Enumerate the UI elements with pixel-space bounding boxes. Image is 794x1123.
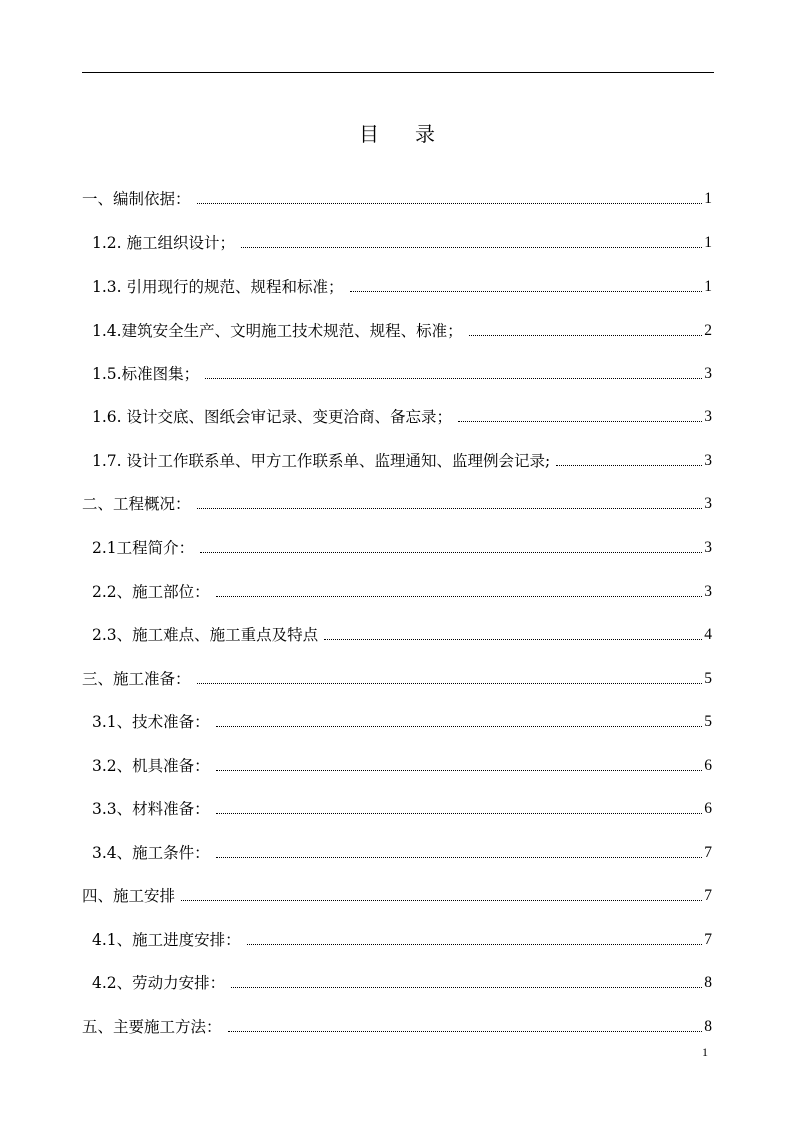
toc-entry-label: 四、施工安排 [82, 887, 176, 905]
dot-leader [200, 552, 702, 553]
toc-entry[interactable] [92, 450, 712, 472]
dot-leader [231, 987, 702, 988]
toc-entry-page: 1 [704, 190, 712, 207]
toc-entry-label: 3.1、技术准备： [92, 713, 210, 731]
toc-entry-label: 3.2、机具准备： [92, 757, 210, 775]
dot-leader [216, 857, 703, 858]
toc-entry[interactable] [82, 885, 712, 907]
toc-entry-label: 三、施工准备： [82, 670, 191, 688]
dot-leader [197, 683, 703, 684]
toc-entry-page: 6 [704, 757, 712, 774]
toc-entry-label: 1.4.建筑安全生产、文明施工技术规范、规程、标准； [92, 322, 463, 340]
title-part-1: 目 [359, 122, 379, 146]
dot-leader [216, 596, 703, 597]
toc-entry[interactable] [92, 972, 712, 994]
toc-entry-page: 7 [704, 887, 712, 904]
toc-entry-page: 7 [704, 931, 712, 948]
toc-entry-page: 8 [704, 1018, 712, 1035]
toc-entry-page: 2 [704, 322, 712, 339]
toc-entry[interactable] [92, 755, 712, 777]
toc-entry-label: 1.6. 设计交底、图纸会审记录、变更洽商、备忘录； [92, 408, 453, 426]
toc-entry-label: 五、主要施工方法： [82, 1018, 222, 1036]
toc-entry[interactable] [92, 842, 712, 864]
page-title [0, 118, 794, 147]
toc-entry-label: 4.2、劳动力安排： [92, 974, 226, 992]
toc-entry-page: 3 [704, 539, 712, 556]
dot-leader [216, 770, 703, 771]
dot-leader [247, 944, 703, 945]
dot-leader [228, 1031, 703, 1032]
toc-entry-label: 二、工程概况： [82, 495, 191, 513]
toc-entry[interactable] [82, 668, 712, 690]
toc-entry-label: 1.2. 施工组织设计； [92, 234, 236, 252]
dot-leader [197, 203, 703, 204]
dot-leader [556, 465, 702, 466]
dot-leader [216, 813, 703, 814]
toc-entry-label: 一、编制依据： [82, 190, 191, 208]
dot-leader [216, 726, 703, 727]
toc-entry-label: 3.4、施工条件： [92, 844, 210, 862]
toc-entry[interactable] [92, 537, 712, 559]
toc-entry[interactable] [92, 320, 712, 342]
toc-entry[interactable] [82, 493, 712, 515]
toc-entry-page: 5 [704, 670, 712, 687]
toc-entry-label: 2.1工程简介： [92, 539, 195, 557]
title-part-2: 录 [415, 122, 435, 146]
toc-entry-label: 4.1、施工进度安排： [92, 931, 241, 949]
toc-entry-label: 1.5.标准图集； [92, 365, 200, 383]
toc-entry-page: 3 [704, 365, 712, 382]
toc-entry-label: 1.3. 引用现行的规范、规程和标准； [92, 278, 344, 296]
toc-entry-page: 6 [704, 800, 712, 817]
toc-entry[interactable] [92, 276, 712, 298]
toc-entry-page: 5 [704, 713, 712, 730]
toc-entry[interactable] [82, 1016, 712, 1038]
dot-leader [324, 639, 702, 640]
dot-leader [241, 247, 702, 248]
dot-leader [197, 508, 703, 509]
toc-entry-page: 3 [704, 408, 712, 425]
toc-entry[interactable] [92, 624, 712, 646]
toc-entry[interactable] [92, 232, 712, 254]
toc-entry[interactable] [92, 581, 712, 603]
toc-entry-label: 2.3、施工难点、施工重点及特点 [92, 626, 319, 644]
toc-entry-page: 3 [704, 583, 712, 600]
header-rule [82, 72, 714, 73]
toc-entry-page: 1 [704, 278, 712, 295]
dot-leader [350, 291, 703, 292]
footer-page-number: 1 [702, 1045, 708, 1059]
toc-entry-page: 8 [704, 974, 712, 991]
toc-entry-label: 2.2、施工部位： [92, 583, 210, 601]
dot-leader [181, 900, 702, 901]
dot-leader [458, 421, 702, 422]
toc-entry[interactable] [92, 798, 712, 820]
toc-entry[interactable] [92, 711, 712, 733]
toc-entry-page: 7 [704, 844, 712, 861]
toc-entry[interactable] [92, 363, 712, 385]
dot-leader [205, 378, 702, 379]
dot-leader [469, 335, 703, 336]
toc-entry[interactable] [92, 929, 712, 951]
toc-entry[interactable] [82, 188, 712, 210]
toc-entry-page: 3 [704, 495, 712, 512]
toc-entry-page: 3 [704, 452, 712, 469]
toc-entry-label: 3.3、材料准备： [92, 800, 210, 818]
toc-entry-page: 4 [704, 626, 712, 643]
toc-entry[interactable] [92, 406, 712, 428]
toc-entry-label: 1.7. 设计工作联系单、甲方工作联系单、监理通知、监理例会记录; [92, 452, 551, 470]
toc-entry-page: 1 [704, 234, 712, 251]
